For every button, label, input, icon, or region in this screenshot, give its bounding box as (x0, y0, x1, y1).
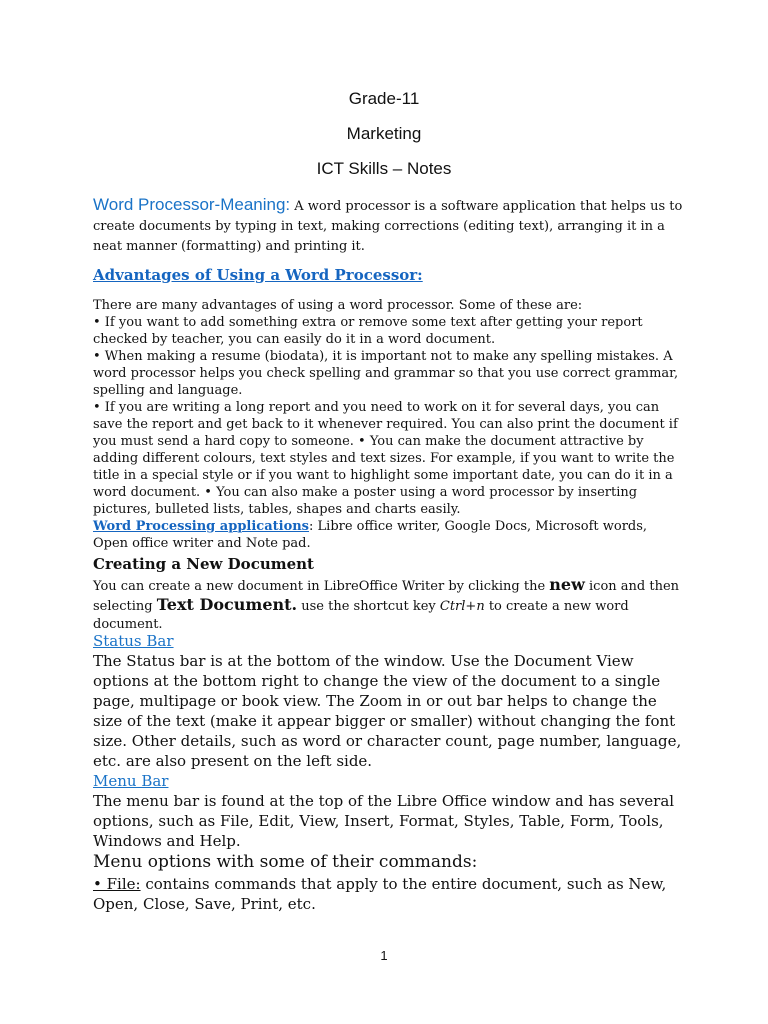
advantages-heading[interactable]: Advantages of Using a Word Processor: (93, 266, 423, 284)
advantage-bullet: • If you are writing a long report and you need to work on it for several days, you can save the report and get back to it whenever required. You can also print the document if you must send a hard copy to someone. • You can make the document attractive by adding different colours, text styles and text sizes. For example, if you want to write the title in a special style or if you want to highlight some important date, you can do it in a word document. • You can also make a poster using a word processor by inserting pictures, bulleted lists, tables, shapes and charts easily. (93, 400, 678, 517)
file-label: • File: (93, 875, 141, 893)
applications-list: : Libre office writer, Google Docs, Microsoft words, Open office writer and Note pad. (93, 519, 648, 551)
new-doc-text-part: You can create a new document in LibreOffice Writer by clicking the (93, 579, 550, 594)
menu-bar-heading[interactable]: Menu Bar (93, 772, 169, 790)
new-doc-text-part: to create a new word document. (93, 599, 629, 632)
word-processor-meaning (93, 195, 683, 257)
subject-line: Marketing (346, 124, 422, 143)
new-doc-text-part: icon and then selecting (93, 579, 680, 614)
file-text: contains commands that apply to the entire document, such as New, Open, Close, Save, Print, etc. (93, 875, 667, 913)
advantages-section (93, 297, 683, 552)
page-number: 1 (380, 948, 388, 963)
new-doc-text-part: use the shortcut key (297, 599, 440, 614)
advantage-bullet: • When making a resume (biodata), it is important not to make any spelling mistakes. A word processor helps you check spelling and grammar so that you use correct grammar, spelling and language. (93, 349, 679, 398)
advantages-intro: There are many advantages of using a word processor. Some of these are: (93, 298, 583, 313)
status-bar-heading[interactable]: Status Bar (93, 632, 174, 650)
word-processor-term: Word Processor-Meaning: (93, 195, 291, 214)
new-document-text (93, 576, 683, 634)
status-bar-text: The Status bar is at the bottom of the window. Use the Document View options at the bottom right to change the view of the document to a single page, multipage or book view. The Zoom in or out bar helps to change the size of the text (make it appear bigger or smaller) without changing the font size. Other details, such as word or character count, page number, language, etc. are also present on the left side. (93, 652, 682, 770)
applications-line (93, 518, 683, 552)
grade-line: Grade-11 (348, 89, 420, 108)
text-document-keyword: Text Document. (156, 595, 298, 614)
menu-options-heading: Menu options with some of their commands: (93, 852, 478, 872)
applications-link[interactable]: Word Processing applications (93, 519, 310, 534)
shortcut-key: Ctrl+n (439, 599, 485, 614)
document-title: ICT Skills – Notes (316, 159, 452, 178)
menu-bar-text: The menu bar is found at the top of the Libre Office window and has several options, such as File, Edit, View, Insert, Format, Styles, Table, Form, Tools, Windows and Help. (93, 792, 675, 850)
file-menu-description (93, 874, 683, 914)
word-processor-definition: A word processor is a software application that helps us to create documents by typing in text, making corrections (editing text), arranging it in a neat manner (formatting) and printing it. (93, 199, 683, 254)
new-keyword: new (549, 575, 585, 594)
advantage-bullet: • If you want to add something extra or remove some text after getting your report checked by teacher, you can easily do it in a word document. (93, 315, 643, 347)
new-document-heading: Creating a New Document (93, 555, 314, 573)
